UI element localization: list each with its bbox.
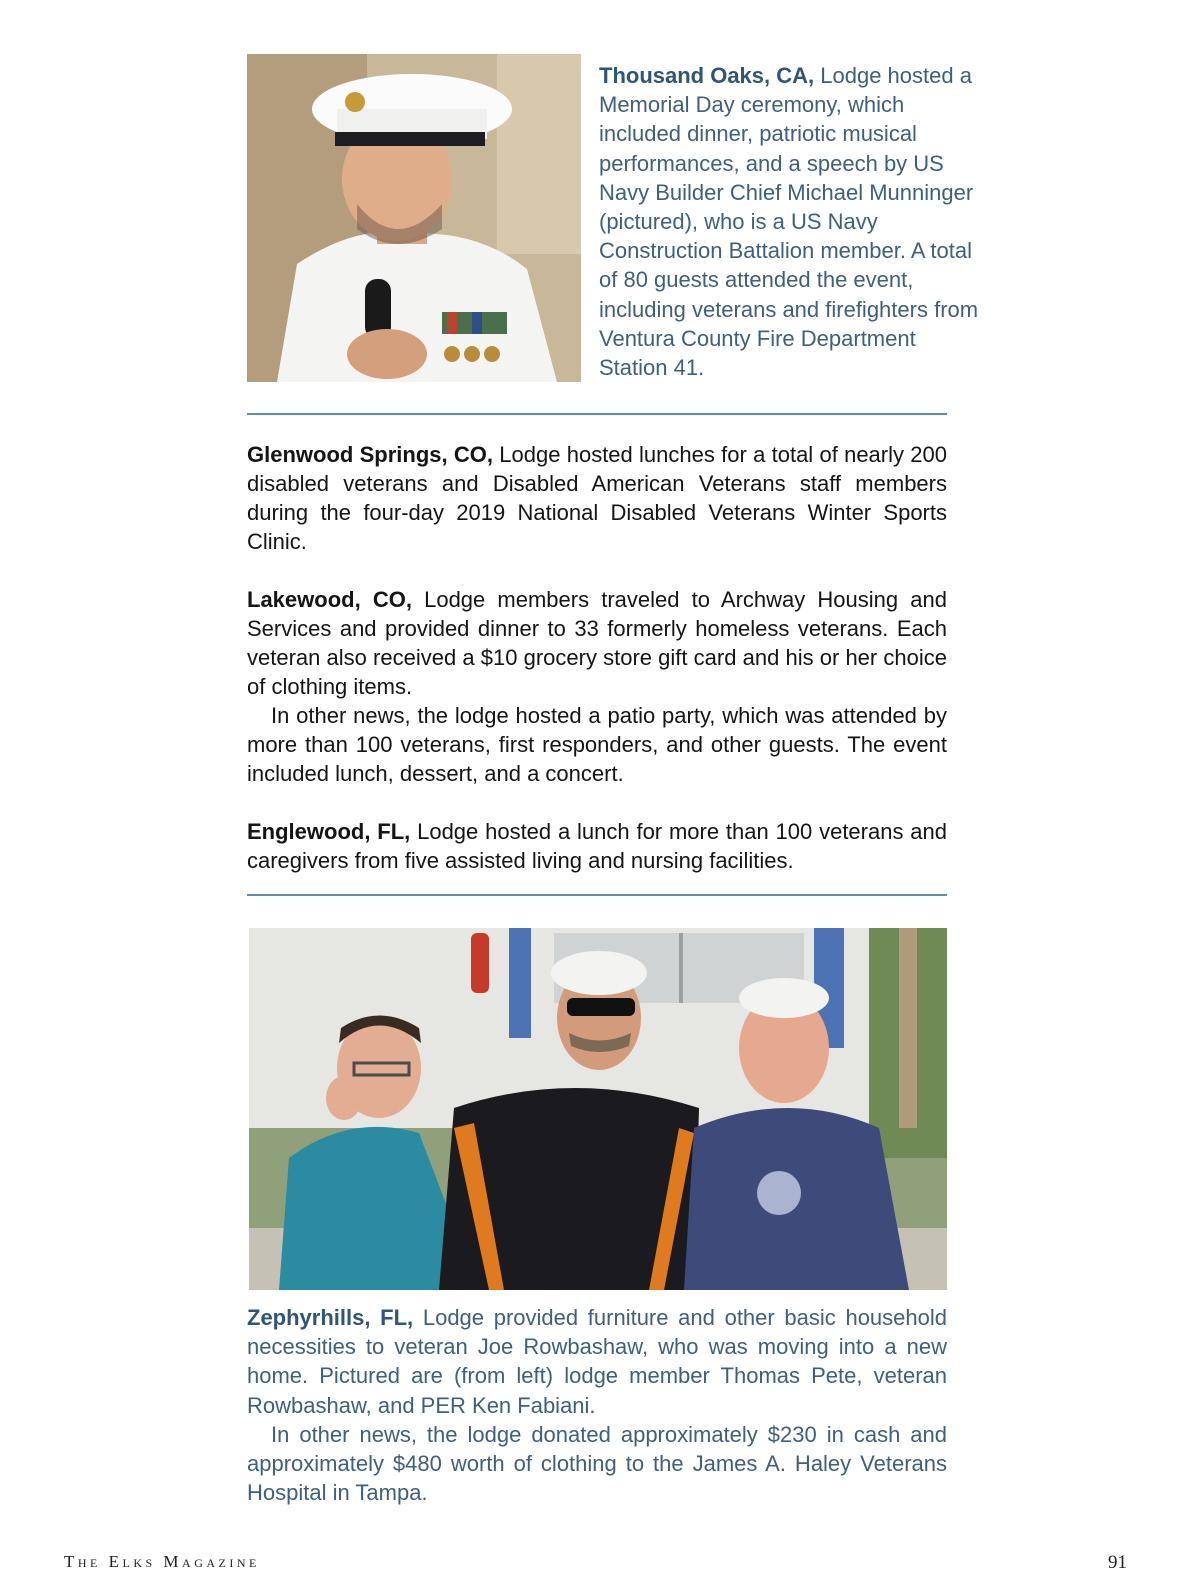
footer-page-number: 91: [1108, 1552, 1127, 1573]
story-text: Lodge hosted a lunch for more than 100 veterans and caregivers from five assisted living and nursing facilities.: [247, 819, 948, 873]
caption-text: Lodge provided furniture and other basic household necessities to veteran Joe Rowbashaw, who was moving into a new home. Pictured are (from left) lodge member Thomas Pete, veteran Rowbashaw, and PER Ken Fabiani.: [247, 1305, 947, 1418]
caption-text: Lodge hosted a Memorial Day ceremony, which included dinner, patriotic musical performances, and a speech by US Navy Builder Chief Michael Munninger (pictured), who is a US Navy Construction Battalion member. A total of 80 guests attended the event, including veterans and firefighters from Ventura County Fire Department Station 41.: [599, 63, 979, 381]
story-englewood: [247, 817, 947, 875]
story-lakewood: [247, 585, 947, 788]
section-divider: [247, 413, 947, 415]
caption-paragraph: In other news, the lodge donated approximately $230 in cash and approximately $480 worth of clothing to the James A. Haley Veterans Hospital in Tampa.: [247, 1421, 947, 1506]
story-place-name: Glenwood Springs, CO,: [247, 442, 493, 467]
caption-place-name: Zephyrhills, FL,: [247, 1305, 414, 1330]
story-paragraph: In other news, the lodge hosted a patio party, which was attended by more than 100 veterans, first responders, and other guests. The event included lunch, dessert, and a concert.: [247, 703, 947, 786]
photo-caption-zephyrhills: [247, 1303, 947, 1507]
photo-group-veterans: [249, 928, 947, 1290]
section-divider: [247, 894, 947, 896]
story-glenwood-springs: [247, 440, 947, 556]
photo-caption-thousand-oaks: [599, 61, 979, 382]
footer-magazine-title: The Elks Magazine: [64, 1552, 260, 1571]
story-text: Lodge members traveled to Archway Housing and Services and provided dinner to 33 formerly homeless veterans. Each veteran also received a $10 grocery store gift card and his or her choice of clothing items.: [247, 587, 947, 699]
caption-place-name: Thousand Oaks, CA,: [599, 63, 815, 88]
story-place-name: Lakewood, CO,: [247, 587, 412, 612]
story-place-name: Englewood, FL,: [247, 819, 411, 844]
photo-navy-chief: [247, 54, 581, 382]
story-text: Lodge hosted lunches for a total of nearly 200 disabled veterans and Disabled American Veterans staff members during the four-day 2019 National Disabled Veterans Winter Sports Clinic.: [247, 442, 947, 554]
